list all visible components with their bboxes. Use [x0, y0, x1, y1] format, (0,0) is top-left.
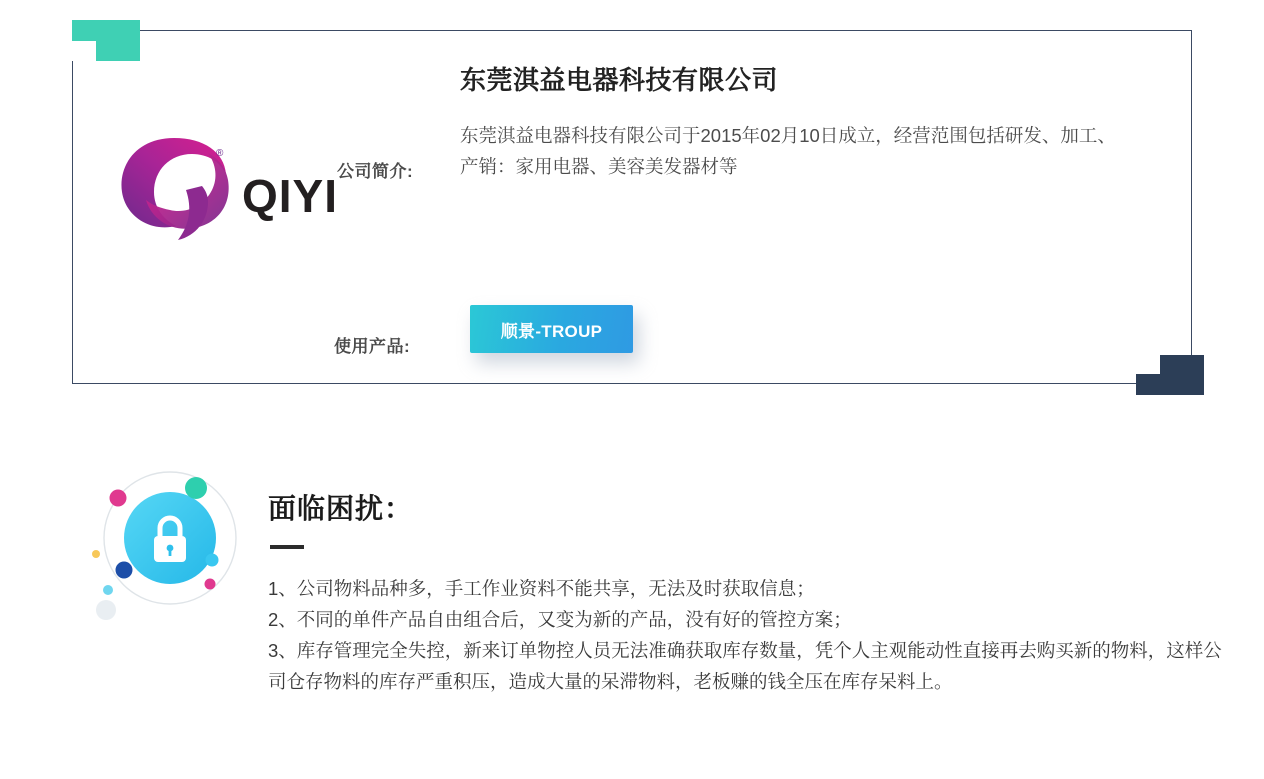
- qiyi-logo: [112, 120, 372, 250]
- trouble-item: 2、不同的单件产品自由组合后，又变为新的产品，没有好的管控方案；: [268, 609, 852, 630]
- svg-text:QIYI: QIYI: [242, 170, 339, 222]
- title-underline: [270, 545, 304, 549]
- company-name: 东莞淇益电器科技有限公司: [460, 65, 779, 95]
- trouble-item: 1、公司物料品种多，手工作业资料不能共享，无法及时获取信息；: [268, 578, 815, 599]
- company-card: [72, 20, 1204, 395]
- label-company-intro: 公司简介:: [337, 162, 414, 181]
- product-tag-label: 顺景-TROUP: [500, 321, 603, 341]
- section-title-trouble: 面临困扰：: [268, 493, 414, 524]
- label-used-product: 使用产品:: [334, 337, 411, 356]
- trouble-list: [268, 573, 1226, 697]
- corner-accent-teal: [72, 20, 140, 61]
- trouble-item: 3、库存管理完全失控，新来订单物控人员无法准确获取库存数量，凭个人主观能动性直接再去购买新的物料，这样公司仓存物料的库存严重积压，造成大量的呆滞物料，老板赚的钱全压在库存呆料上。: [268, 640, 1222, 692]
- registered-mark-text: ®: [216, 148, 224, 159]
- product-tag[interactable]: [470, 305, 633, 353]
- company-description: 东莞淇益电器科技有限公司于2015年02月10日成立，经营范围包括研发、加工、产销：家用电器、美容美发器材等: [460, 125, 1116, 177]
- corner-accent-navy: [1136, 355, 1204, 395]
- lock-icon: [78, 462, 256, 632]
